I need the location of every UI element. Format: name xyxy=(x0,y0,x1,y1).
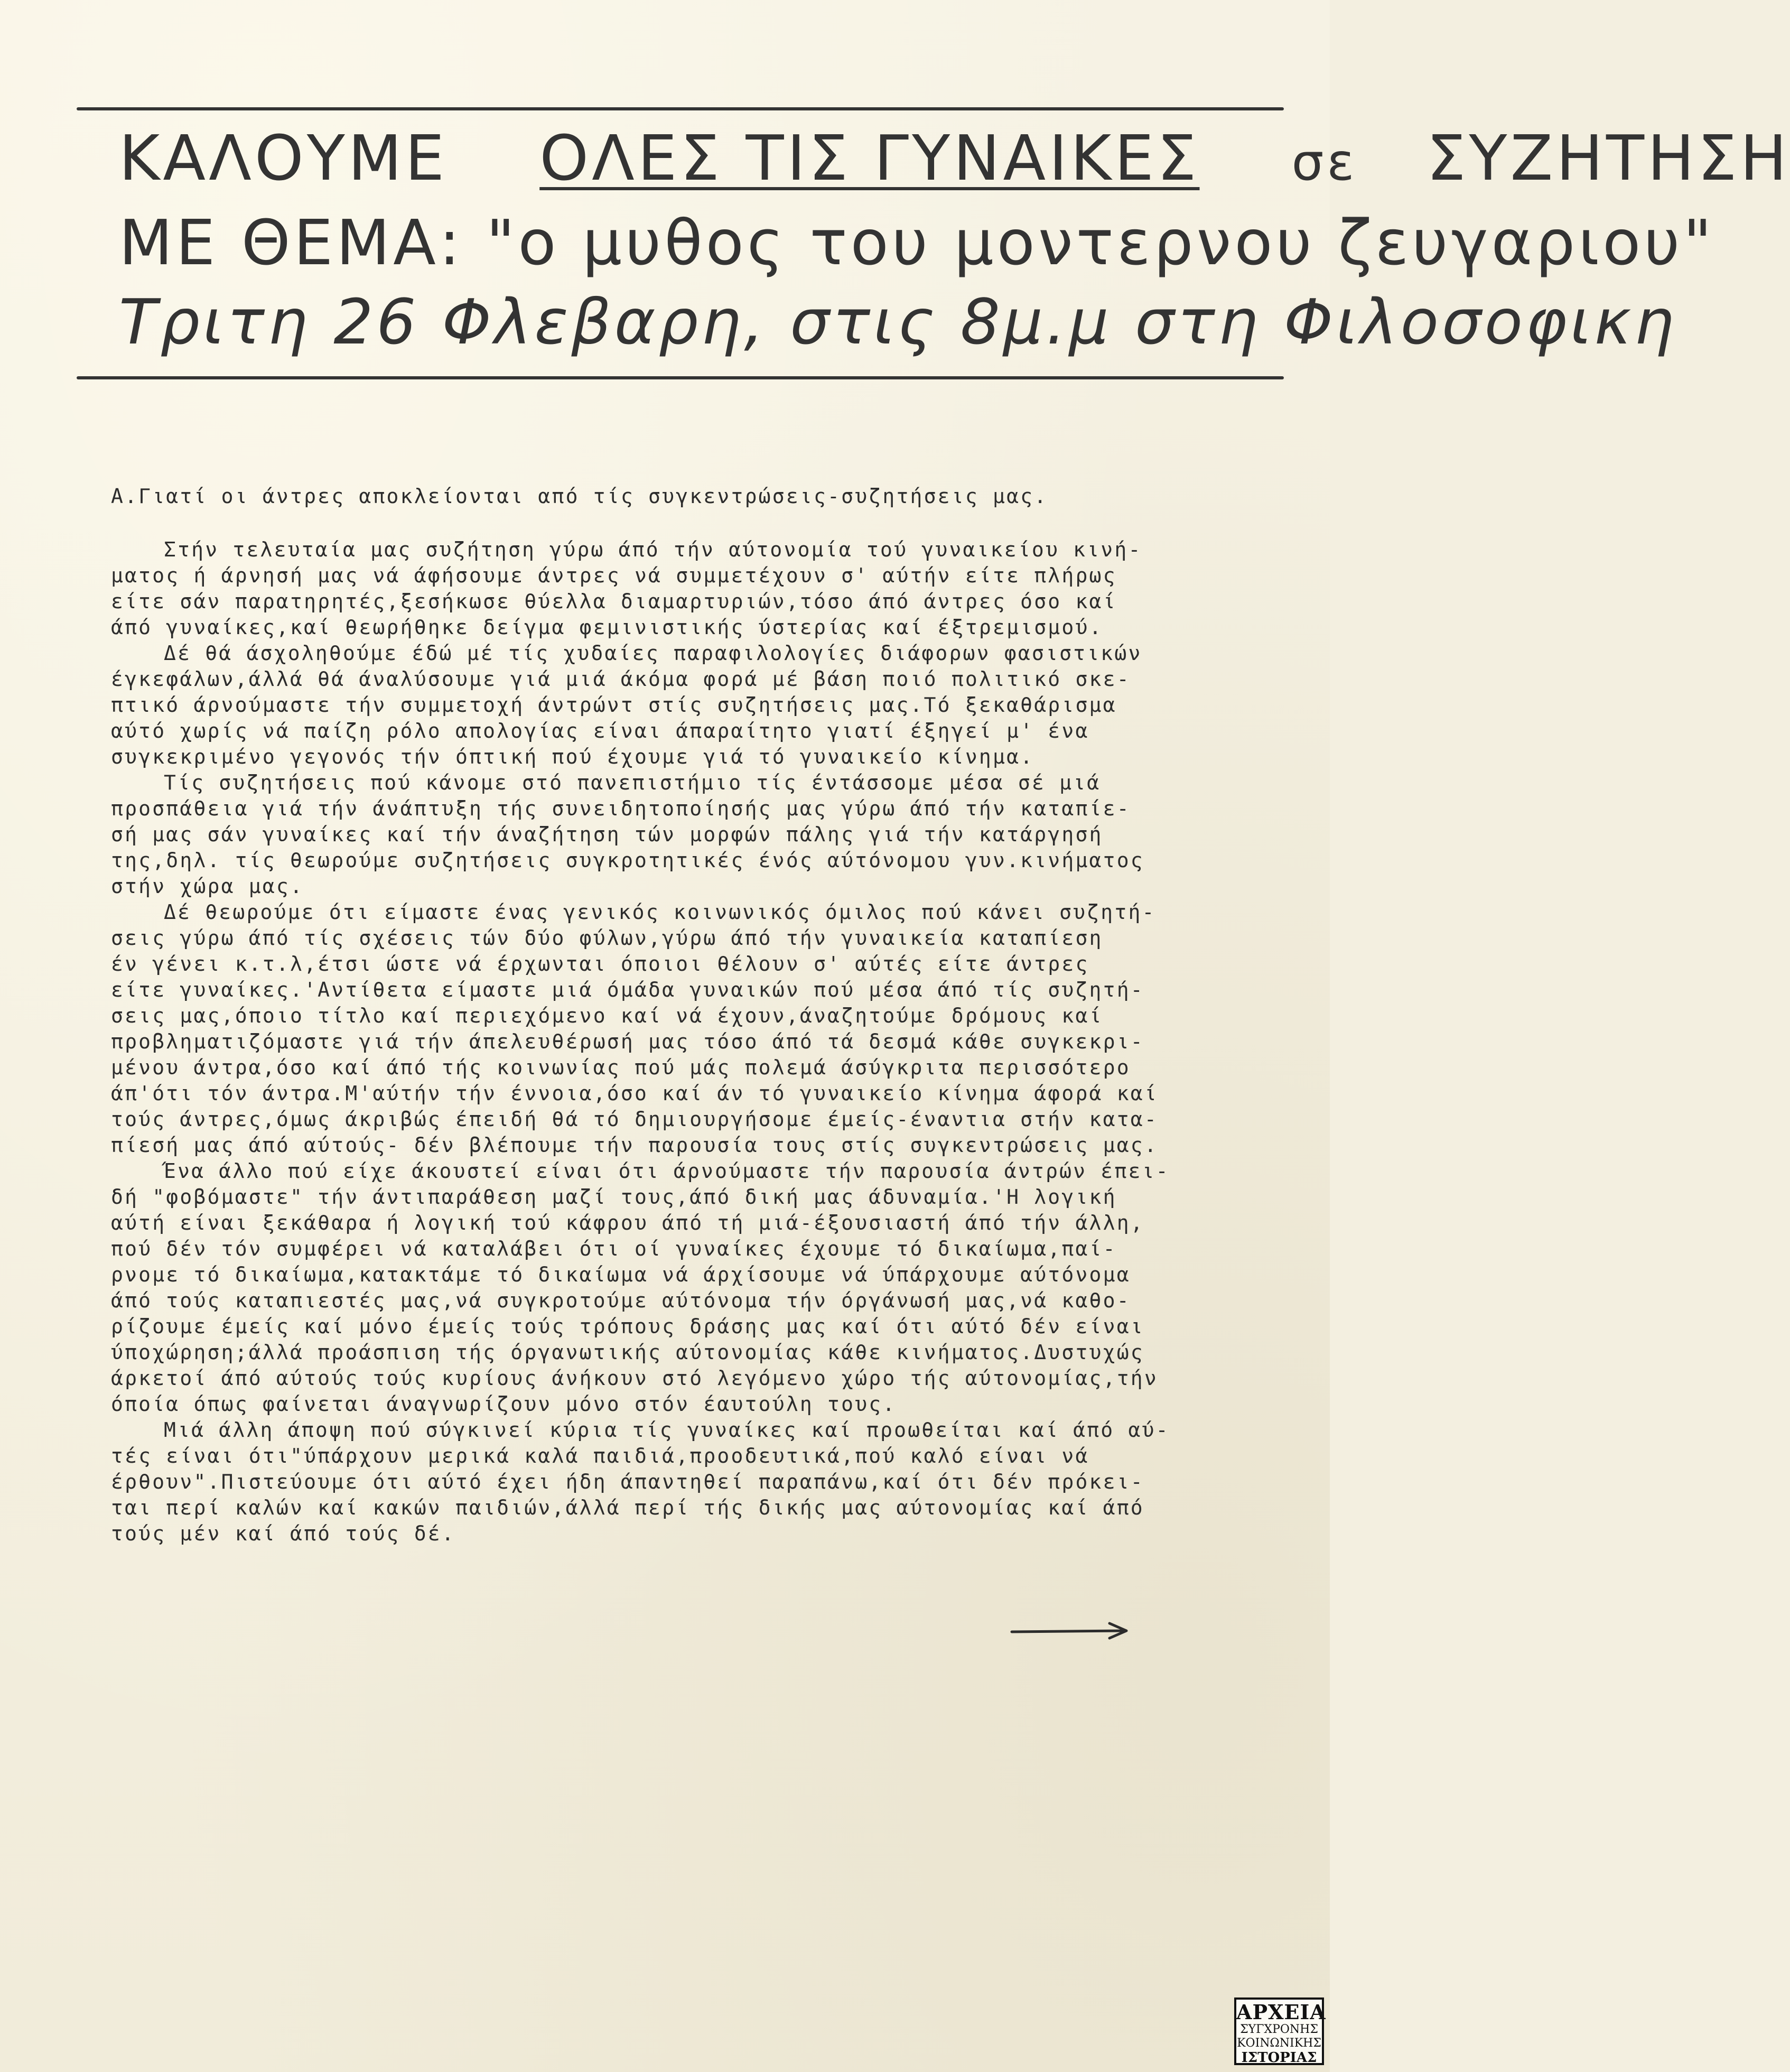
typed-body xyxy=(111,484,1215,1547)
header-line-3 xyxy=(119,285,1677,358)
paragraph-3: Τίς συζητήσεις πού κάνομε στό πανεπιστήμιο τίς έντάσσομε μέσα σέ μιά προσπάθεια γιά τήν άνάπτυξη τής συνειδητοποίησής μας γύρω άπό τήν καταπίε- σή μας σάν γυναίκες καί τήν άναζήτηση τών μορφών πάλης γιά τήν κατάργησή της,δηλ. τίς θεωρούμε συζητήσεις συγκροτητικές ένός αύτόνομου γυν.κινήματος στήν χώρα μας. xyxy=(111,771,1144,898)
top-rule xyxy=(77,107,1284,110)
header-line-2 xyxy=(119,206,1715,279)
stamp-line-3: ΚΟΙΝΩΝΙΚΗΣ xyxy=(1237,2037,1321,2050)
header-date-place: Τριτη 26 Φλεβαρη, στις 8μ.μ στη Φιλοσοφικη xyxy=(119,285,1677,358)
bottom-rule xyxy=(77,376,1284,379)
header-line-1 xyxy=(119,122,1790,194)
stamp-line-1: ΑΡΧΕΙΑ xyxy=(1236,2000,1326,2024)
header-word-kaloume: ΚΑΛΟΥΜΕ xyxy=(119,122,448,194)
stamp-line-4: ΙΣΤΟΡΙΑΣ xyxy=(1241,2050,1317,2066)
right-arrow-icon xyxy=(1009,1620,1131,1641)
paragraph-1: Στήν τελευταία μας συζήτηση γύρω άπό τήν αύτονομία τού γυναικείου κινή- ματος ή άρνησή μας νά άφήσουμε άντρες νά συμμετέχουν σ' αύτήν είτε πλήρως είτε σάν παρατηρητές,ξεσήκωσε θύελλα διαμαρτυριών,τόσο άπό άντρες όσο καί άπό γυναίκες,καί θεωρήθηκε δείγμα φεμινιστικής ύστερίας καί έξτρεμισμού. xyxy=(111,538,1142,639)
section-heading: Α.Γιατί οι άντρες αποκλείονται από τίς συγκεντρώσεις-συζητήσεις μας. xyxy=(111,485,1048,508)
stamp-line-2: ΣΥΓΧΡΟΝΗΣ xyxy=(1240,2023,1318,2036)
header-word-se: σε xyxy=(1291,133,1358,192)
header-word-syzitisi: ΣΥΖΗΤΗΣΗ xyxy=(1426,122,1790,194)
paragraph-2: Δέ θά άσχοληθούμε έδώ μέ τίς χυδαίες παραφιλολογίες διάφορων φασιστικών έγκεφάλων,άλλά θά άναλύσουμε γιά μιά άκόμα φορά μέ βάση ποιό πολιτικό σκε- πτικό άρνούμαστε τήν συμμετοχή άντρώντ στίς συζητήσεις μας.Τό ξεκαθάρισμα αύτό χωρίς νά παίζη ρόλο απολογίας είναι άπαραίτητο γιατί έξηγεί μ' ένα συγκεκριμένο γεγονός τήν όπτική πού έχουμε γιά τό γυναικείο κίνημα. xyxy=(111,642,1142,768)
paragraph-4: Δέ θεωρούμε ότι είμαστε ένας γενικός κοινωνικός όμιλος πού κάνει συζητή- σεις γύρω άπό τίς σχέσεις τών δύο φύλων,γύρω άπό τήν γυναικεία καταπίεση έν γένει κ.τ.λ,έτσι ώστε νά έρχωνται όποιοι θέλουν σ' αύτές είτε άντρες είτε γυναίκες.'Αντίθετα είμαστε μιά όμάδα γυναικών πού μέσα άπό τίς συζητή- σεις μας,όποιο τίτλο καί περιεχόμενο καί νά έχουν,άναζητούμε δρόμους καί προβληματιζόμαστε γιά τήν άπελευθέρωσή μας τόσο άπό τά δεσμά κάθε συγκεκρι- μένου άντρα,όσο καί άπό τής κοινωνίας πού μάς πολεμά άσύγκριτα περισσότερο άπ'ότι τόν άντρα.Μ'αύτήν τήν έννοια,όσο καί άν τό γυναικείο κίνημα άφορά καί τούς άντρες,όμως άκριβώς έπειδή θά τό δημιουργήσομε έμείς-έναντια στήν κατα- πίεσή μας άπό αύτούς- δέν βλέπουμε τήν παρουσία τους στίς συγκεντρώσεις μας. xyxy=(111,900,1158,1157)
header-underlined-phrase: ΟΛΕΣ ΤΙΣ ΓΥΝΑΙΚΕΣ xyxy=(539,122,1200,194)
handwritten-header xyxy=(119,116,1790,370)
paragraph-6: Μιά άλλη άποψη πού σύγκινεί κύρια τίς γυναίκες καί προωθείται καί άπό αύ- τές είναι ότι"ύπάρχουν μερικά καλά παιδιά,προοδευτικά,πού καλό είναι νά έρθουν".Πιστεύουμε ότι αύτό έχει ήδη άπαντηθεί παραπάνω,καί ότι δέν πρόκει- ται περί καλών καί κακών παιδιών,άλλά περί τής δικής μας αύτονομίας καί άπό τούς μέν καί άπό τούς δέ. xyxy=(111,1418,1170,1545)
archive-stamp xyxy=(1234,1997,1324,2065)
paragraph-5: Ένα άλλο πού είχε άκουστεί είναι ότι άρνούμαστε τήν παρουσία άντρών έπει- δή "φοβόμαστε" τήν άντιπαράθεση μαζί τους,άπό δική μας άδυναμία.'Η λογική αύτή είναι ξεκάθαρα ή λογική τού κάφρου άπό τή μιά-έξουσιαστή άπό τήν άλλη, πού δέν τόν συμφέρει νά καταλάβει ότι οί γυναίκες έχουμε τό δικαίωμα,παί- ρνομε τό δικαίωμα,κατακτάμε τό δικαίωμα νά άρχίσουμε νά ύπάρχουμε αύτόνομα άπό τούς καταπιεστές μας,νά συγκροτούμε αύτόνομα τήν όργάνωσή μας,νά καθο- ρίζουμε έμείς καί μόνο έμείς τούς τρόπους δράσης μας καί ότι αύτό δέν είναι ύποχώρηση;άλλά προάσπιση τής όργανωτικής αύτονομίας κάθε κινήματος.Δυστυχώς άρκετοί άπό αύτούς τούς κυρίους άνήκουν στό λεγόμενο χώρο τής αύτονομίας,τήν όποία όπως φαίνεται άναγνωρίζουν μόνο στόν έαυτούλη τους. xyxy=(111,1159,1170,1416)
header-theme: ΜΕ ΘΕΜΑ: "ο μυθος του μοντερνου ζευγαριου" xyxy=(119,206,1715,279)
